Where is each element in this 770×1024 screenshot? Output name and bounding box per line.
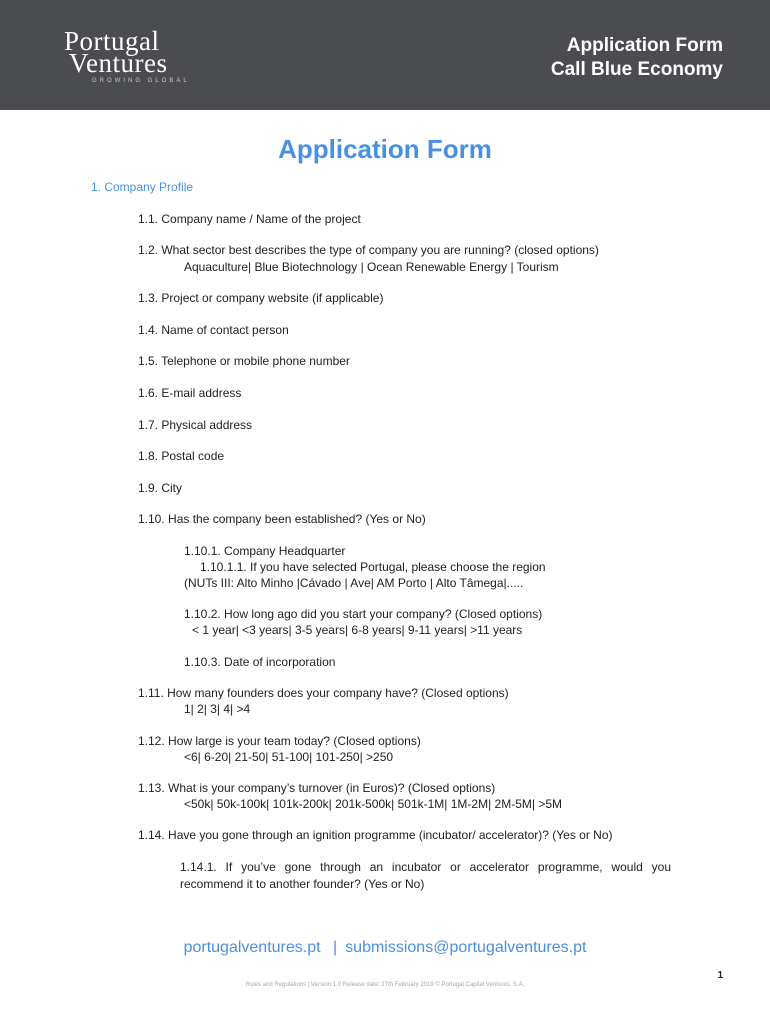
item-1-10-1-1: 1.10.1.1. If you have selected Portugal, please choose the region (200, 560, 546, 574)
item-1-12: 1.12. How large is your team today? (Closed options) (138, 734, 421, 748)
portugal-ventures-logo (64, 26, 190, 84)
item-1-13: 1.13. What is your company’s turnover (in Euros)? (Closed options) (138, 781, 496, 795)
item-1-14-1-line-2: recommend it to another founder? (Yes or No) (180, 877, 425, 891)
item-1-11-options: 1| 2| 3| 4| >4 (184, 702, 251, 716)
item-1-7: 1.7. Physical address (138, 418, 253, 432)
item-1-11: 1.11. How many founders does your company have? (Closed options) (138, 686, 509, 700)
section-title: 1. Company Profile (91, 180, 194, 194)
item-1-9: 1.9. City (138, 481, 183, 495)
item-1-10: 1.10. Has the company been established? (Yes or No) (138, 512, 426, 526)
item-1-10-2: 1.10.2. How long ago did you start your company? (Closed options) (184, 607, 543, 621)
logo-line-2: Ventures (69, 48, 168, 78)
logo-line-1: Portugal (64, 26, 160, 56)
item-1-10-2-options: < 1 year| <3 years| 3-5 years| 6-8 years| 9-11 years| >11 years (192, 623, 523, 637)
item-1-10-1-1-options: (NUTs III: Alto Minho |Cávado | Ave| AM Porto | Alto Tâmega|..... (184, 576, 524, 590)
item-1-14-1 (180, 859, 671, 893)
item-1-14-1-line-1: 1.14.1. If you’ve gone through an incubator or accelerator programme, would you (180, 860, 671, 874)
footer-email-link[interactable]: submissions@portugalventures.pt (345, 939, 587, 956)
item-1-1: 1.1. Company name / Name of the project (138, 212, 361, 226)
header-title-line-1: Application Form (566, 35, 723, 56)
header-title (551, 34, 723, 82)
item-1-5: 1.5. Telephone or mobile phone number (138, 354, 350, 368)
item-1-6: 1.6. E-mail address (138, 386, 242, 400)
footer-separator: | (333, 939, 338, 956)
item-1-10-1: 1.10.1. Company Headquarter (184, 544, 346, 558)
footer-note: Rules and Regulations | Version 1.0 Release date: 17th February 2019 © Portugal Capital Ventures, S.A. (245, 982, 525, 988)
header-title-line-2: Call Blue Economy (550, 59, 723, 80)
item-1-4: 1.4. Name of contact person (138, 323, 289, 337)
page-header (0, 0, 770, 110)
item-1-2-options: Aquaculture| Blue Biotechnology | Ocean Renewable Energy | Tourism (184, 260, 559, 274)
item-1-12-options: <6| 6-20| 21-50| 51-100| 101-250| >250 (184, 750, 394, 764)
item-1-8: 1.8. Postal code (138, 449, 225, 463)
item-1-14: 1.14. Have you gone through an ignition programme (incubator/ accelerator)? (Yes or No) (138, 828, 613, 842)
item-1-3: 1.3. Project or company website (if applicable) (138, 291, 384, 305)
item-1-13-options: <50k| 50k-100k| 101k-200k| 201k-500k| 501k-1M| 1M-2M| 2M-5M| >5M (184, 797, 562, 811)
item-1-2: 1.2. What sector best describes the type of company you are running? (closed options) (138, 243, 599, 257)
logo-tagline: GROWING GLOBAL (92, 78, 190, 84)
item-1-10-3: 1.10.3. Date of incorporation (184, 655, 336, 669)
footer-website-link[interactable]: portugalventures.pt (183, 939, 321, 956)
page-number: 1 (717, 970, 723, 981)
footer-links (0, 939, 770, 957)
document-title: Application Form (278, 134, 492, 164)
